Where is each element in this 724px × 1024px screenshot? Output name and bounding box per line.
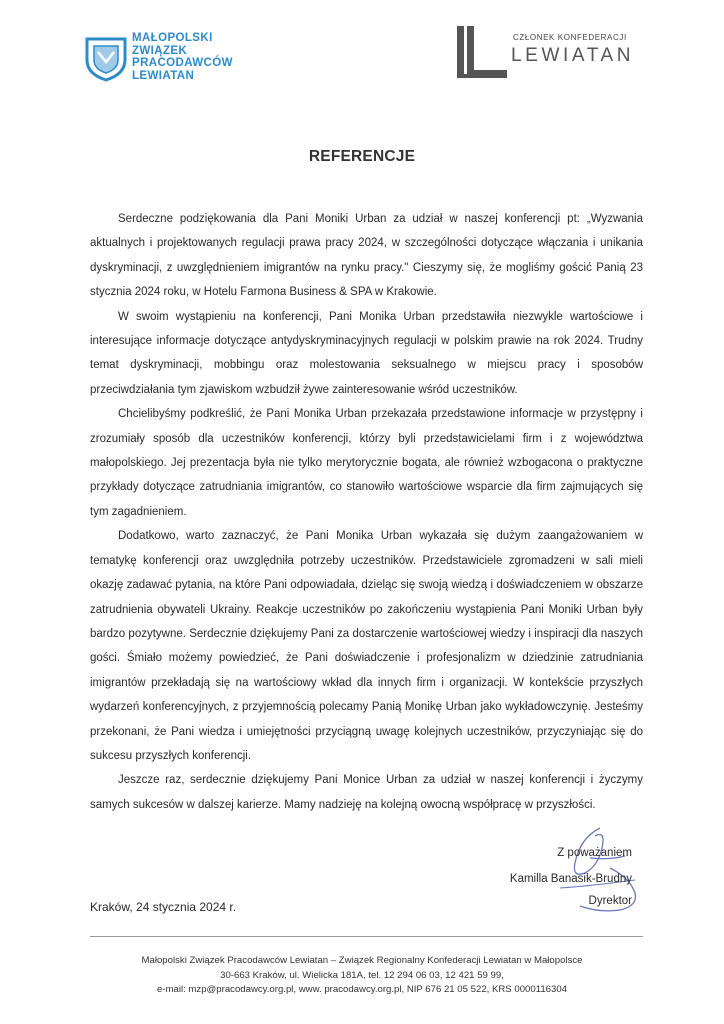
right-logo-title: LEWIATAN [511,45,635,66]
letter-body [90,207,643,817]
left-logo-line: MAŁOPOLSKI [132,32,213,44]
paragraph: Jeszcze raz, serdecznie dziękujemy Pani Monice Urban za udział w naszej konferencji i życzymy samych sukcesów w dalszej karierze. Mamy nadzieję na kolejną owocną współpracę w przyszłości. [90,774,643,811]
left-logo-line: ZWIĄZEK [132,44,188,57]
lewiatan-l-mark-icon [455,22,509,82]
paragraph: Chcielibyśmy podkreślić, że Pani Monika Urban przekazała przedstawione informacje w przystępny i zrozumiały sposób dla uczestników konferencji, którzy byli przedstawicielami firm i z województwa małopolskiego. Jej prezentacja była nie tylko merytorycznie bogata, ale również wzbogacona o praktyczne przykłady dotyczące zatrudniania imigrantów, co stanowiło wartościowe wsparcie dla firm zajmujących się tym zagadnieniem. [90,408,643,518]
closing-block [440,840,632,914]
paragraph: Dodatkowo, warto zaznaczyć, że Pani Monika Urban wykazała się dużym zaangażowaniem w tematykę konferencji oraz uwzględniła potrzeby uczestników. Przedstawiciele zgromadzeni w sali mieli okazję zadawać pytania, na które Pani odpowiadała, dzieląc się swoją wiedzą i doświadczeniem w obszarze zatrudnienia obywateli Ukrainy. Reakcje uczestników po zakończeniu wystąpienia Pani Moniki Urban były bardzo pozytywne. Serdecznie dziękujemy Pani za dostarczenie wartościowej wiedzy i inspiracji dla naszych gości. Śmiało możemy powiedzieć, że Pani doświadczenie i profesjonalizm w dziedzinie zatrudniania imigrantów przekładają się na wartościowy wkład dla innych firm i organizacji. W kontekście przyszłych wydarzeń konferencyjnych, z przyjemnością polecamy Panią Monikę Urban jako wykładowczynię. Jesteśmy przekonani, że Pani wiedza i umiejętności przyciągną uwagę kolejnych uczestników, przyczyniając się do sukcesu przyszłych konferencji. [90,530,643,762]
signatory-name: Kamilla Banasik-Brudny [509,873,632,885]
footer-divider [90,936,643,937]
paragraph: W swoim wystąpieniu na konferencji, Pani Monika Urban przedstawiła niezwykle wartościowe i interesujące informacje dotyczące antydyskryminacyjnych regulacji w polskim prawie na rok 2024. Trudny temat dyskryminacji, mobbingu oraz molestowania seksualnego w miejscu pracy i sposobów przeciwdziałania tym zjawiskom wzbudził żywe zainteresowanie wśród uczestników. [90,310,643,396]
footer-line-organization: Małopolski Związek Pracodawców Lewiatan – Związek Regionalny Konfederacji Lewiatan w Małopolsce [141,955,583,966]
right-logo-subtitle: CZŁONEK KONFEDERACJI [513,33,627,42]
left-logo-text [132,32,233,82]
signatory-role: Dyrektor [588,895,632,907]
konfederacja-lewiatan-logo [455,22,655,84]
left-logo-line: LEWIATAN [132,69,195,82]
shield-emblem-icon [84,36,128,82]
place-date: Kraków, 24 stycznia 2024 r. [90,900,237,914]
footer-line-address: 30-663 Kraków, ul. Wielicka 181A, tel. 12 294 06 03, 12 421 59 99, [220,969,504,981]
mzp-lewiatan-logo [84,32,254,92]
closing-greeting: Z poważaniem [557,847,632,859]
left-logo-line: PRACODAWCÓW [132,57,233,69]
footer [0,954,724,998]
footer-line-contact: e-mail: mzp@pracodawcy.org.pl, www. pracodawcy.org.pl, NIP 676 21 05 522, KRS 0000116304 [156,984,568,995]
document-title: REFERENCJE [308,148,416,165]
paragraph: Serdeczne podziękowania dla Pani Moniki Urban za udział w naszej konferencji pt: „Wyzwania aktualnych i projektowanych regulacji prawa pracy 2024, w szczególności dotyczące włączania i unikania dyskryminacji, z uwzględnieniem imigrantów na rynku pracy." Cieszymy się, że mogliśmy gościć Panią 23 stycznia 2024 roku, w Hotelu Farmona Business & SPA w Krakowie. [90,213,643,299]
